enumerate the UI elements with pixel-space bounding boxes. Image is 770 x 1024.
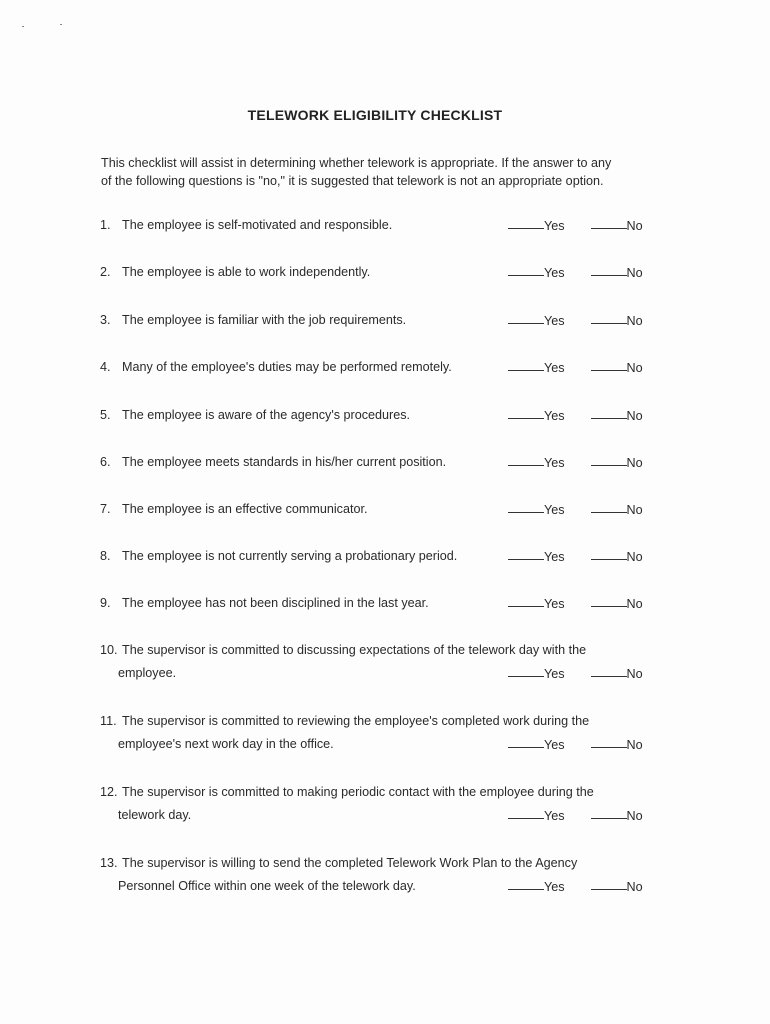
checklist-item-line [100,875,660,898]
yes-label: Yes [544,880,565,894]
no-option [591,880,643,894]
no-answer-blank[interactable] [591,498,627,513]
item-number: 10. [100,643,118,657]
no-label: No [626,550,643,564]
no-option [591,219,643,233]
checklist-item-line [100,710,660,733]
no-option [591,738,643,752]
checklist-item [100,404,660,427]
item-text: The employee has not been disciplined in the last year. [122,596,429,610]
checklist-item-line [100,662,660,685]
checklist-item-line [100,804,660,827]
checklist-item [100,261,660,284]
item-text: The employee is not currently serving a probationary period. [122,549,458,563]
no-answer-blank[interactable] [591,451,627,466]
yes-no-answers [508,214,643,237]
no-option [591,361,643,375]
no-option [591,597,643,611]
item-text: The employee is able to work independently. [122,265,371,279]
yes-no-answers [508,733,643,756]
checklist-item-line [100,214,660,237]
no-option [591,266,643,280]
no-option [591,314,643,328]
checklist-item [100,309,660,332]
yes-answer-blank[interactable] [508,214,544,229]
yes-label: Yes [544,809,565,823]
checklist-item-line [100,356,660,379]
item-text: The employee is aware of the agency's procedures. [122,408,411,422]
checklist-item-line [100,545,660,568]
intro-line: of the following questions is "no," it is suggested that telework is not an appropriate option. [101,174,604,188]
checklist-item-line [100,261,660,284]
no-answer-blank[interactable] [591,804,627,819]
no-label: No [626,597,643,611]
yes-label: Yes [544,738,565,752]
yes-label: Yes [544,503,565,517]
yes-label: Yes [544,456,565,470]
item-text: The employee is self-motivated and responsible. [122,218,393,232]
item-text: Personnel Office within one week of the telework day. [118,879,416,893]
yes-no-answers [508,875,643,898]
yes-no-answers [508,498,643,521]
no-answer-blank[interactable] [591,214,627,229]
checklist-item-line [100,451,660,474]
item-text: employee's next work day in the office. [118,737,334,751]
yes-answer-blank[interactable] [508,875,544,890]
checklist-item [100,356,660,379]
yes-answer-blank[interactable] [508,404,544,419]
no-answer-blank[interactable] [591,356,627,371]
no-answer-blank[interactable] [591,309,627,324]
no-label: No [626,880,643,894]
checklist-item-line [100,852,660,875]
item-text: The employee is familiar with the job requirements. [122,313,407,327]
yes-label: Yes [544,667,565,681]
item-number: 1. [100,218,111,232]
yes-label: Yes [544,219,565,233]
no-option [591,503,643,517]
intro-line: This checklist will assist in determining whether telework is appropriate. If the answer to any [101,156,612,170]
scan-speck [22,26,24,27]
checklist-item-line [100,639,660,662]
yes-no-answers [508,356,643,379]
checklist-item-line [100,404,660,427]
no-answer-blank[interactable] [591,662,627,677]
item-number: 11. [100,714,117,728]
intro-paragraph [101,154,661,190]
item-number: 4. [100,360,111,374]
yes-no-answers [508,662,643,685]
item-number: 12. [100,785,118,799]
no-label: No [626,503,643,517]
yes-answer-blank[interactable] [508,592,544,607]
item-number: 3. [100,313,111,327]
no-label: No [626,266,643,280]
no-label: No [626,456,643,470]
no-label: No [626,219,643,233]
item-text: The employee meets standards in his/her current position. [122,455,447,469]
item-number: 9. [100,596,111,610]
yes-no-answers [508,451,643,474]
no-answer-blank[interactable] [591,545,627,560]
item-text: The supervisor is committed to reviewing the employee's completed work during the [122,714,590,728]
checklist-item [100,852,660,898]
item-text: telework day. [118,808,192,822]
checklist-item-line [100,781,660,804]
checklist-item-line [100,592,660,615]
checklist-item-line [100,309,660,332]
yes-answer-blank[interactable] [508,309,544,324]
no-label: No [626,314,643,328]
no-option [591,667,643,681]
checklist-item [100,710,660,756]
no-option [591,456,643,470]
yes-label: Yes [544,266,565,280]
page-title: TELEWORK ELIGIBILITY CHECKLIST [247,107,503,123]
no-label: No [626,738,643,752]
item-number: 7. [100,502,111,516]
checklist-item [100,639,660,685]
checklist-item-line [100,733,660,756]
item-text: employee. [118,666,177,680]
yes-no-answers [508,404,643,427]
no-option [591,809,643,823]
item-number: 6. [100,455,111,469]
no-option [591,409,643,423]
yes-label: Yes [544,314,565,328]
item-number: 8. [100,549,111,563]
no-answer-blank[interactable] [591,404,627,419]
scan-speck [60,24,62,25]
yes-answer-blank[interactable] [508,451,544,466]
yes-answer-blank[interactable] [508,261,544,276]
yes-answer-blank[interactable] [508,545,544,560]
item-text: The supervisor is committed to making periodic contact with the employee during the [122,785,594,799]
yes-answer-blank[interactable] [508,662,544,677]
yes-answer-blank[interactable] [508,733,544,748]
yes-label: Yes [544,409,565,423]
item-text: The employee is an effective communicator. [122,502,368,516]
no-answer-blank[interactable] [591,261,627,276]
no-label: No [626,809,643,823]
checklist-item [100,214,660,237]
checklist-item [100,451,660,474]
checklist-item [100,781,660,827]
checklist-item [100,545,660,568]
yes-no-answers [508,545,643,568]
item-text: The supervisor is willing to send the completed Telework Work Plan to the Agency [122,856,578,870]
yes-label: Yes [544,550,565,564]
yes-answer-blank[interactable] [508,356,544,371]
item-text: The supervisor is committed to discussing expectations of the telework day with the [122,643,587,657]
no-option [591,550,643,564]
no-label: No [626,361,643,375]
no-answer-blank[interactable] [591,875,627,890]
no-label: No [626,667,643,681]
no-answer-blank[interactable] [591,733,627,748]
checklist-item [100,498,660,521]
yes-no-answers [508,592,643,615]
checklist-item [100,592,660,615]
checklist-item-line [100,498,660,521]
yes-no-answers [508,309,643,332]
yes-answer-blank[interactable] [508,804,544,819]
yes-label: Yes [544,597,565,611]
item-number: 13. [100,856,118,870]
yes-answer-blank[interactable] [508,498,544,513]
yes-no-answers [508,261,643,284]
yes-no-answers [508,804,643,827]
item-text: Many of the employee's duties may be performed remotely. [122,360,452,374]
yes-label: Yes [544,361,565,375]
no-label: No [626,409,643,423]
no-answer-blank[interactable] [591,592,627,607]
item-number: 5. [100,408,111,422]
item-number: 2. [100,265,111,279]
